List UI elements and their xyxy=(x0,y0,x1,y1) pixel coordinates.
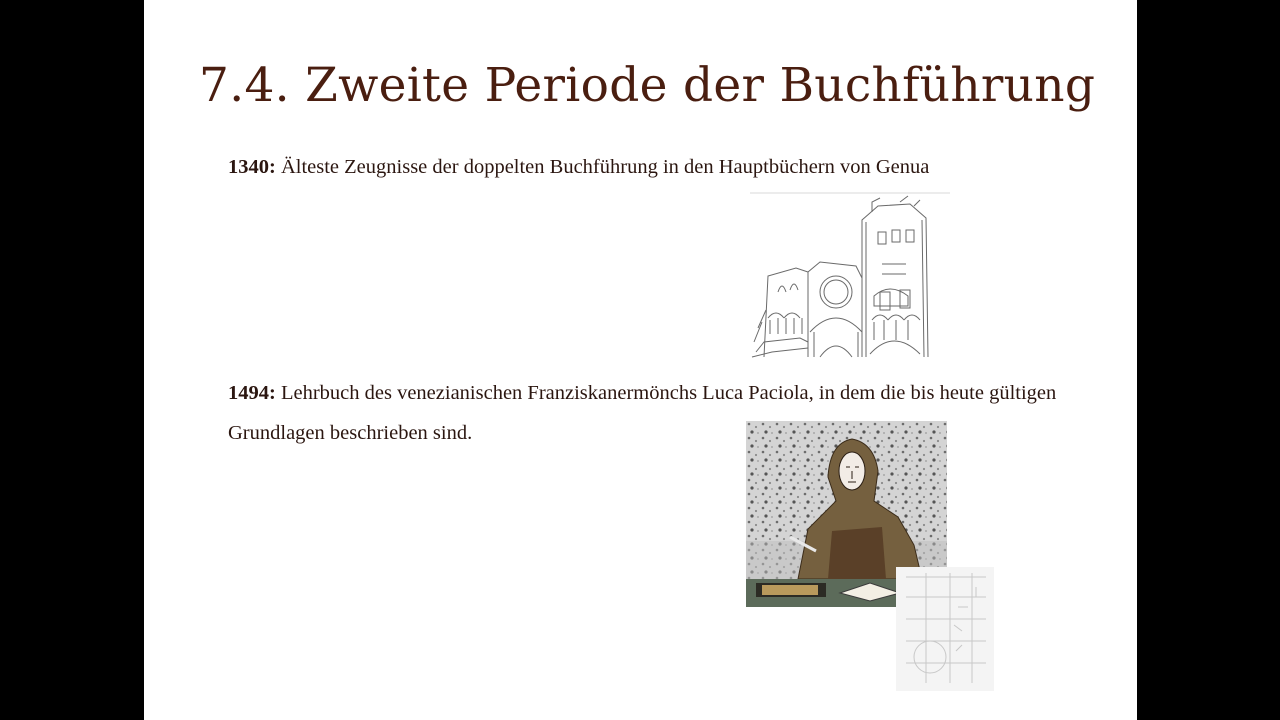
slide-page xyxy=(144,0,1137,720)
cathedral-drawing xyxy=(750,192,950,364)
ledger-page-drawing xyxy=(896,567,994,691)
entry-text: Älteste Zeugnisse der doppelten Buchführung in den Hauptbüchern von Genua xyxy=(275,156,930,178)
slide-title: 7.4. Zweite Periode der Buchführung xyxy=(199,58,1096,113)
entry-year: 1494: xyxy=(228,382,276,404)
timeline-entry-1494 xyxy=(228,373,1088,453)
entry-year: 1340: xyxy=(228,156,276,178)
entry-text: Lehrbuch des venezianischen Franziskanermönchs Luca Paciola, in dem die bis heute gültigen Grundlagen beschrieben sind. xyxy=(228,382,1057,444)
timeline-entry-1340 xyxy=(228,147,1028,187)
